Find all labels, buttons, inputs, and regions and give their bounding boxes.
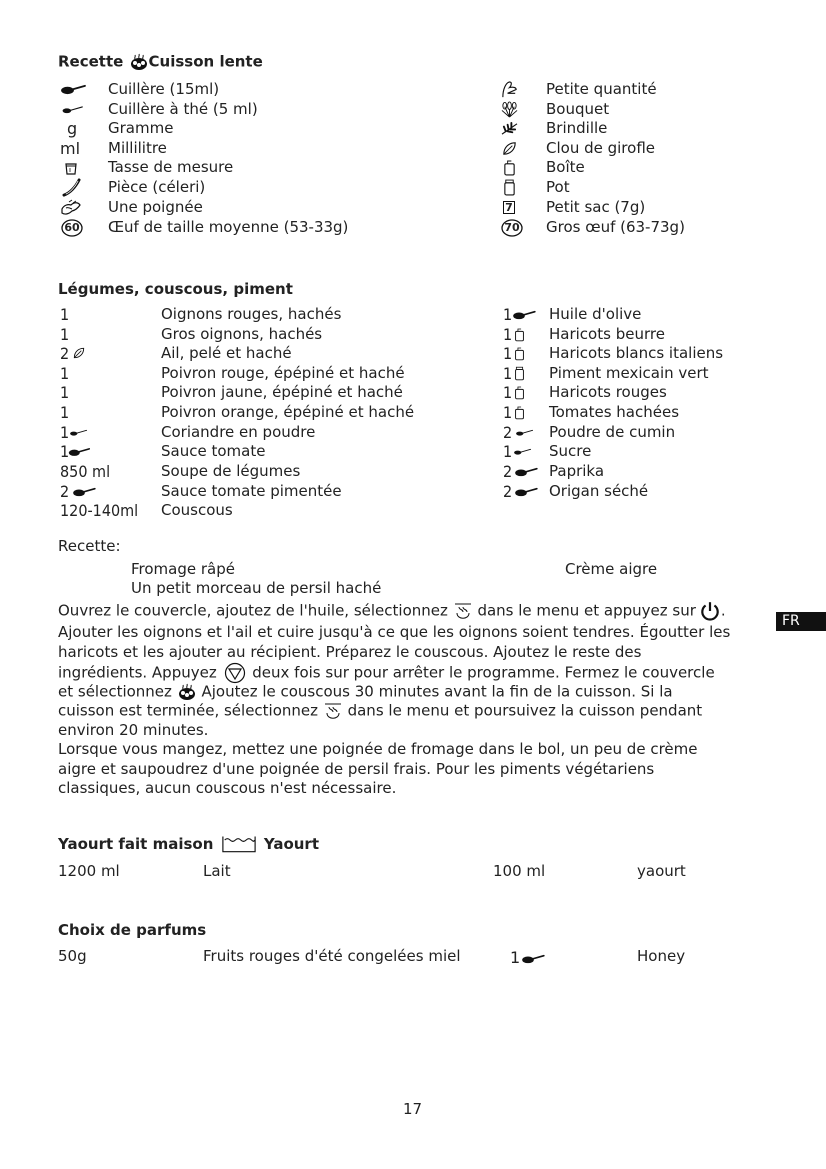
jar-icon xyxy=(514,366,525,381)
instruction-line: aigre et saupoudrez d'une poignée de persil frais. Pour les piments végétariens xyxy=(58,760,655,778)
page-number: 17 xyxy=(403,1100,423,1118)
yogurt-icon xyxy=(222,835,256,854)
garnish-item: Fromage râpé xyxy=(131,560,235,578)
section-title: Yaourt fait maison Yaourt xyxy=(58,835,320,853)
can-icon xyxy=(514,346,525,361)
ingredient-qty: 1200 ml xyxy=(58,862,120,880)
spoon-icon xyxy=(514,467,538,477)
jar-icon xyxy=(503,179,516,196)
ingredient-qty: 1 xyxy=(510,948,545,967)
pinch-icon xyxy=(500,80,519,99)
teaspoon-icon xyxy=(514,428,534,437)
language-tab: FR xyxy=(776,612,826,631)
ingredient-label: Fruits rouges d'été congelées miel xyxy=(203,947,461,965)
teaspoon-icon xyxy=(60,104,84,115)
can-icon xyxy=(503,159,516,176)
instruction-line: classiques, aucun couscous n'est nécessaire. xyxy=(58,779,397,797)
handful-icon xyxy=(60,199,82,217)
spoon-icon xyxy=(512,310,536,320)
measuring-cup-icon xyxy=(64,161,78,175)
ingredient-qty: 100 ml xyxy=(493,862,546,880)
sachet-icon: 7 xyxy=(503,201,515,214)
instruction-line: Ouvrez le couvercle, ajoutez de l'huile, sélectionnez dans le menu et appuyez sur . xyxy=(58,600,726,622)
teaspoon-icon xyxy=(68,428,88,437)
saute-icon xyxy=(453,601,473,621)
garnish-item: Un petit morceau de persil haché xyxy=(131,579,382,597)
slow-cook-icon xyxy=(177,682,197,702)
egg-70-icon: 70 xyxy=(500,219,524,237)
saute-icon xyxy=(323,701,343,721)
instruction-line: et sélectionnez Ajoutez le couscous 30 minutes avant la fin de la cuisson. Si la xyxy=(58,682,673,701)
teaspoon-icon xyxy=(512,447,532,456)
can-icon xyxy=(514,327,525,342)
ml-icon: ml xyxy=(60,139,81,158)
spoon-icon xyxy=(521,954,545,964)
spoon-icon xyxy=(68,447,90,457)
can-icon xyxy=(514,405,525,420)
spoon-icon xyxy=(72,487,96,497)
cancel-icon xyxy=(224,662,246,684)
instruction-line: Lorsque vous mangez, mettez une poignée de fromage dans le bol, un peu de crème xyxy=(58,740,698,758)
can-icon xyxy=(514,385,525,400)
ingredient-label: yaourt xyxy=(637,862,686,880)
egg-60-icon: 60 xyxy=(60,219,84,237)
ingredient-label: Honey xyxy=(637,947,686,965)
instruction-line: cuisson est terminée, sélectionnez dans le menu et poursuivez la cuisson pendant xyxy=(58,701,703,720)
sprig-icon xyxy=(500,121,519,136)
instruction-line: ingrédients. Appuyez deux fois sur pour arrêter le programme. Fermez le couvercle xyxy=(58,662,715,684)
spoon-icon xyxy=(514,487,538,497)
instruction-line: Ajouter les oignons et l'ail et cuire jusqu'à ce que les oignons soient tendres. Égoutter les xyxy=(58,623,731,641)
clove-icon xyxy=(72,346,86,360)
bouquet-icon xyxy=(500,101,519,118)
celery-icon xyxy=(62,178,81,197)
program-label: Cuisson lente xyxy=(148,52,263,71)
recipe-label: Recette xyxy=(58,52,124,71)
clove-icon xyxy=(501,140,518,157)
slow-cook-icon xyxy=(129,52,149,72)
instruction-line: environ 20 minutes. xyxy=(58,721,209,739)
instruction-line: haricots et les ajouter au récipient. Préparez le couscous. Ajoutez le reste des xyxy=(58,643,642,661)
section-title: Choix de parfums xyxy=(58,921,207,939)
ingredient-label: Lait xyxy=(203,862,231,880)
power-icon xyxy=(699,600,721,622)
spoon-icon xyxy=(60,84,86,95)
recette-label: Recette: xyxy=(58,537,121,555)
ingredient-qty: 50g xyxy=(58,947,87,965)
recipe-header xyxy=(58,52,263,72)
section-title: Légumes, couscous, piment xyxy=(58,280,293,298)
garnish-item: Crème aigre xyxy=(565,560,658,578)
gram-icon: g xyxy=(67,119,78,138)
